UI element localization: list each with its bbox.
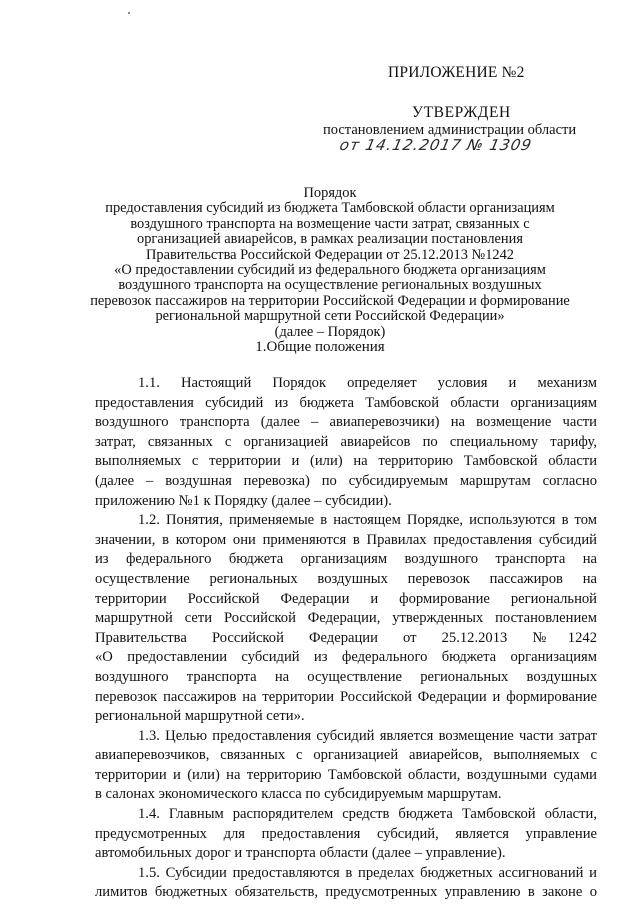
- paragraph-line: Правительства Российской Федерации от 25.12.2013 №1242: [95, 629, 597, 646]
- paragraph-line: территории Российской Федерации и формирование региональной: [95, 590, 597, 607]
- paragraph-line: выполняемых с территории и (или) на территорию Тамбовской области: [95, 453, 597, 470]
- paragraph-line: затрат, связанных с организацией авиарейсов по специальному тарифу,: [95, 433, 597, 450]
- title-line: организацией авиарейсов, в рамках реализации постановления: [137, 231, 523, 248]
- section-title: 1.Общие положения: [255, 339, 385, 355]
- paragraph-line: «О предоставлении субсидий из федерального бюджета организациям: [95, 649, 597, 666]
- paragraph-line: в салонах экономического класса по субсидируемым маршрутам.: [95, 786, 502, 803]
- paragraph-line: 1.5. Субсидии предоставляются в пределах бюджетных ассигнований и: [138, 864, 597, 881]
- title-line: воздушного транспорта на осуществление региональных воздушных: [118, 277, 542, 294]
- document-title: [80, 186, 580, 340]
- title-line: перевозок пассажиров на территории Российской Федерации и формирование: [90, 292, 570, 309]
- paragraph-line: 1.4. Главным распорядителем средств бюджета Тамбовской области,: [138, 806, 597, 823]
- paragraph-line: лимитов бюджетных обязательств, предусмотренных управлению в законе о: [95, 884, 597, 901]
- document-body: [95, 374, 597, 903]
- title-line: Правительства Российской Федерации от 25.12.2013 №1242: [146, 246, 514, 263]
- title-line: (далее – Порядок): [274, 323, 386, 340]
- scan-mark: [128, 12, 130, 14]
- paragraph-line: 1.2. Понятия, применяемые в настоящем Порядке, используются в том: [138, 512, 597, 529]
- title-line: Порядок: [303, 185, 357, 201]
- title-line: региональной маршрутной сети Российской Федерации»: [155, 308, 505, 325]
- title-line: воздушного транспорта на возмещение части затрат, связанных с: [130, 215, 530, 232]
- paragraph-line: воздушного транспорта (далее – авиаперевозчики) на возмещение части: [95, 414, 597, 431]
- paragraph-line: осуществление региональных воздушных перевозок пассажиров на: [95, 570, 597, 587]
- paragraph-line: территории и (или) на территорию Тамбовской области, воздушными судами: [95, 766, 597, 783]
- paragraph-line: приложению №1 к Порядку (далее – субсидии).: [95, 492, 392, 509]
- paragraph: [95, 374, 597, 511]
- paragraph-line: значении, в котором они применяются в Правилах предоставления субсидий: [95, 531, 597, 548]
- paragraph-line: предоставления субсидий из бюджета Тамбовской области организациям: [95, 394, 597, 411]
- title-line: «О предоставлении субсидий из федерального бюджета организациям: [114, 262, 546, 279]
- title-line: предоставления субсидий из бюджета Тамбовской области организациям: [105, 200, 555, 217]
- approved-label: УТВЕРЖДЕН: [412, 104, 511, 121]
- paragraph: [95, 805, 597, 864]
- paragraph: [95, 864, 597, 903]
- paragraph-line: воздушного транспорта на осуществление региональных воздушных: [95, 668, 597, 685]
- paragraph-line: маршрутной сети Российской Федерации, утвержденных постановлением: [95, 610, 597, 627]
- paragraph-line: 1.1. Настоящий Порядок определяет условия и механизм: [138, 375, 597, 391]
- paragraph-line: автомобильных дорог и транспорта области (далее – управление).: [95, 845, 506, 862]
- paragraph-line: из федерального бюджета организациям воздушного транспорта на: [95, 551, 597, 568]
- paragraph-line: авиаперевозчиков, связанных с организацией авиарейсов, выполняемых с: [95, 747, 597, 764]
- paragraph-line: региональной маршрутной сети».: [95, 708, 305, 725]
- paragraph: [95, 511, 597, 727]
- paragraph: [95, 727, 597, 805]
- paragraph-line: (далее – воздушная перевозка) по субсидируемым маршрутам согласно: [95, 472, 597, 489]
- appendix-label: ПРИЛОЖЕНИЕ №2: [388, 64, 525, 81]
- handwritten-date: от 14.12.2017 № 1309: [338, 136, 534, 154]
- decree-label: постановлением администрации области: [323, 122, 577, 138]
- paragraph-line: перевозок пассажиров на территории Российской Федерации и формирование: [95, 688, 597, 705]
- paragraph-line: предусмотренных для предоставления субсидий, является управление: [95, 825, 597, 842]
- paragraph-line: 1.3. Целью предоставления субсидий является возмещение части затрат: [138, 727, 597, 744]
